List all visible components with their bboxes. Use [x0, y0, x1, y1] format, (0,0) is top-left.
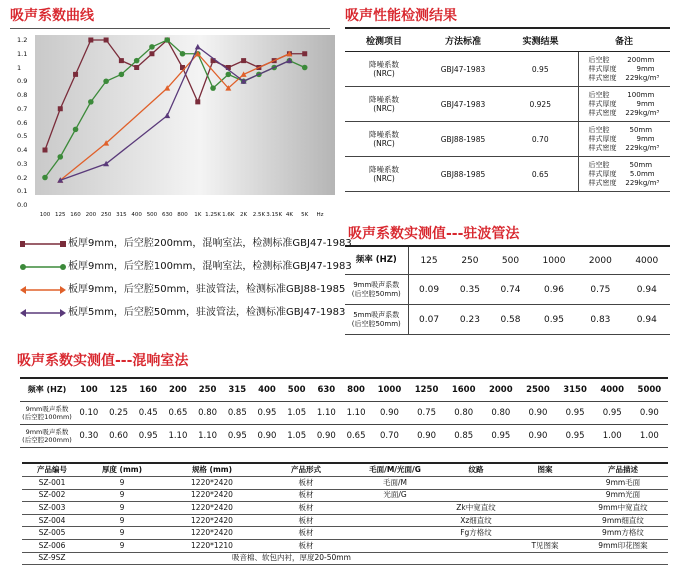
product-cell: 板材	[262, 527, 350, 540]
product-cell: 板材	[262, 539, 350, 552]
product-cell: 1220*1210	[162, 539, 262, 552]
y-tick-label: 0.4	[17, 146, 28, 154]
value-cell: 1.10	[193, 425, 223, 448]
freq-cell: 4000	[624, 246, 670, 275]
value-cell: 0.95	[557, 425, 594, 448]
value-cell: 0.95	[482, 425, 519, 448]
product-cell: 9	[82, 477, 162, 490]
freq-cell: 4000	[594, 378, 631, 402]
legend-label-4: 板厚5mm，后空腔50mm，驻波管法，检测标准GBJ47-1983	[68, 307, 346, 318]
product-cell	[440, 477, 512, 490]
value-cell: 0.90	[371, 402, 408, 425]
value-cell: 0.58	[490, 305, 531, 335]
product-row	[22, 527, 668, 540]
product-cell: 9mm中宽直纹	[578, 502, 668, 515]
freq-cell: 2000	[482, 378, 519, 402]
product-cell: 毛面/M	[350, 477, 440, 490]
legend-item-3	[20, 284, 346, 297]
x-tick-label: 1.25K	[205, 212, 221, 218]
freq-cell: 200	[163, 378, 193, 402]
product-header-cell: 厚度 (mm)	[82, 463, 162, 477]
value-cell: 0.45	[133, 402, 163, 425]
product-cell	[512, 489, 578, 502]
product-header-cell: 产品编号	[22, 463, 82, 477]
results-header-row	[345, 28, 670, 52]
product-row	[22, 514, 668, 527]
product-cell: 1220*2420	[162, 502, 262, 515]
value-cell: 0.90	[519, 425, 556, 448]
legend-item-1	[20, 238, 352, 251]
value-cell: 0.94	[624, 275, 670, 305]
freq-cell: 2500	[519, 378, 556, 402]
product-header-cell: 纹路	[440, 463, 512, 477]
results-standard: GBJ88-1985	[423, 157, 503, 192]
product-cell	[512, 527, 578, 540]
legend-swatch-1	[20, 240, 66, 248]
product-cell	[350, 527, 440, 540]
value-cell: 0.09	[408, 275, 450, 305]
results-standard: GBJ47-1983	[423, 87, 503, 122]
product-header-cell: 毛面/M/光面/G	[350, 463, 440, 477]
results-value: 0.925	[503, 87, 578, 122]
value-cell: 0.90	[252, 425, 282, 448]
product-cell	[512, 514, 578, 527]
x-tick-label: 2K	[240, 212, 248, 218]
product-row	[22, 539, 668, 552]
results-header-cell: 方法标准	[423, 28, 503, 52]
reverb-row	[20, 425, 668, 448]
x-tick-label: Hz	[316, 212, 324, 218]
product-code: SZ-9SZ	[22, 552, 82, 565]
value-cell: 0.95	[594, 402, 631, 425]
standing-wave-row	[345, 305, 670, 335]
product-cell: 1220*2420	[162, 477, 262, 490]
value-cell: 1.00	[631, 425, 668, 448]
product-cell: 1220*2420	[162, 514, 262, 527]
value-cell: 0.95	[531, 305, 577, 335]
y-tick-label: 0.5	[17, 132, 28, 141]
value-cell: 0.95	[222, 425, 252, 448]
value-cell: 0.23	[450, 305, 491, 335]
value-cell: 0.85	[222, 402, 252, 425]
curve-title: 吸声系数曲线	[10, 8, 94, 24]
value-cell: 1.05	[282, 402, 312, 425]
product-table	[22, 462, 668, 565]
results-standard: GBJ88-1985	[423, 122, 503, 157]
product-row	[22, 552, 668, 565]
value-cell: 0.80	[482, 402, 519, 425]
product-cell: 9	[82, 527, 162, 540]
results-value: 0.65	[503, 157, 578, 192]
product-cell: 9	[82, 514, 162, 527]
product-cell	[512, 502, 578, 515]
y-tick-label: 0.6	[17, 118, 28, 127]
standing-wave-title: 吸声系数实测值---驻波管法	[348, 226, 520, 242]
legend-item-4	[20, 307, 346, 320]
results-header-cell: 检测项目	[345, 28, 423, 52]
freq-cell: 500	[282, 378, 312, 402]
value-cell: 0.90	[519, 402, 556, 425]
value-cell: 0.85	[445, 425, 482, 448]
value-cell: 0.74	[490, 275, 531, 305]
results-row	[345, 122, 670, 157]
value-cell: 0.60	[104, 425, 134, 448]
product-cell: 光面/G	[350, 489, 440, 502]
freq-cell: 125	[408, 246, 450, 275]
value-cell: 1.10	[341, 402, 371, 425]
results-note: 后空腔 200mm 样式厚度 9mm 样式密度 229kg/m³	[578, 52, 670, 87]
y-tick-label: 0.2	[17, 173, 28, 182]
results-value: 0.70	[503, 122, 578, 157]
product-cell: Zk中宽直纹	[440, 502, 512, 515]
legend-swatch-2	[20, 263, 66, 271]
value-cell: 0.75	[577, 275, 623, 305]
x-tick-label: 125	[55, 212, 66, 218]
product-cell: SZ-006	[22, 539, 82, 552]
standing-wave-table	[345, 245, 670, 335]
value-cell: 0.95	[557, 402, 594, 425]
results-table	[345, 27, 670, 192]
results-value: 0.95	[503, 52, 578, 87]
freq-cell: 250	[450, 246, 491, 275]
results-row	[345, 52, 670, 87]
results-item: 降噪系数 (NRC)	[345, 122, 423, 157]
results-row	[345, 87, 670, 122]
y-tick-label: 0.3	[17, 159, 28, 168]
product-cell: T见图案	[512, 539, 578, 552]
product-cell	[350, 514, 440, 527]
product-cell	[350, 502, 440, 515]
product-cell: Xz细直纹	[440, 514, 512, 527]
legend-item-2	[20, 261, 352, 274]
value-cell: 1.10	[163, 425, 193, 448]
product-cell: 9mm毛面	[578, 477, 668, 490]
value-cell: 0.90	[631, 402, 668, 425]
freq-cell: 630	[312, 378, 342, 402]
product-header-cell: 图案	[512, 463, 578, 477]
product-cell	[440, 539, 512, 552]
y-tick-label: 0.1	[17, 187, 28, 196]
product-cell: 9mm光面	[578, 489, 668, 502]
freq-cell: 500	[490, 246, 531, 275]
value-cell: 0.35	[450, 275, 491, 305]
product-cell: 9	[82, 489, 162, 502]
product-description: 吸音棉、软包内衬，厚度20-50mm	[82, 552, 668, 565]
product-cell: 板材	[262, 502, 350, 515]
value-cell: 0.75	[408, 402, 445, 425]
results-standard: GBJ47-1983	[423, 52, 503, 87]
product-row	[22, 502, 668, 515]
x-tick-label: 500	[146, 212, 158, 218]
value-cell: 0.65	[163, 402, 193, 425]
results-header-cell: 备注	[578, 28, 670, 52]
freq-cell: 400	[252, 378, 282, 402]
freq-cell: 3150	[557, 378, 594, 402]
value-cell: 0.07	[408, 305, 450, 335]
row-label: 5mm吸声系数 (后空腔50mm)	[345, 305, 408, 335]
x-tick-label: 100	[39, 212, 51, 218]
value-cell: 1.05	[282, 425, 312, 448]
y-tick-label: 0.9	[17, 77, 28, 86]
value-cell: 0.30	[74, 425, 104, 448]
row-label: 9mm吸声系数 (后空腔200mm)	[20, 425, 74, 448]
reverb-row	[20, 402, 668, 425]
product-cell: SZ-002	[22, 489, 82, 502]
x-tick-label: 4K	[285, 212, 293, 218]
freq-cell: 800	[341, 378, 371, 402]
product-cell: 9mm印花图案	[578, 539, 668, 552]
results-header-cell: 实测结果	[503, 28, 578, 52]
value-cell: 0.94	[624, 305, 670, 335]
reverb-header-label: 频率 (HZ)	[20, 378, 74, 402]
product-cell: SZ-004	[22, 514, 82, 527]
freq-cell: 315	[222, 378, 252, 402]
x-tick-label: 2.5K	[252, 212, 266, 218]
product-cell: 板材	[262, 477, 350, 490]
product-cell: SZ-005	[22, 527, 82, 540]
product-cell: 9mm细直纹	[578, 514, 668, 527]
results-item: 降噪系数 (NRC)	[345, 157, 423, 192]
results-note: 后空腔 50mm 样式厚度 5.0mm 样式密度 229kg/m³	[578, 157, 670, 192]
x-tick-label: 1.6K	[222, 212, 235, 218]
legend-label-2: 板厚9mm，后空腔100mm，混响室法，检测标准GBJ47-1983	[68, 261, 352, 272]
x-tick-label: 200	[85, 212, 97, 218]
y-tick-label: 1	[17, 63, 22, 72]
product-cell: 9	[82, 539, 162, 552]
product-row	[22, 489, 668, 502]
product-cell	[350, 539, 440, 552]
value-cell: 0.90	[408, 425, 445, 448]
value-cell: 0.80	[193, 402, 223, 425]
x-tick-label: 3.15K	[266, 212, 283, 218]
x-tick-label: 315	[116, 212, 127, 218]
x-tick-label: 5K	[301, 212, 309, 218]
product-cell: 1220*2420	[162, 489, 262, 502]
x-tick-label: 250	[100, 212, 112, 218]
product-header-row	[22, 463, 668, 477]
product-cell: SZ-001	[22, 477, 82, 490]
value-cell: 0.83	[577, 305, 623, 335]
x-tick-label: 160	[70, 212, 81, 218]
value-cell: 0.65	[341, 425, 371, 448]
freq-cell: 1250	[408, 378, 445, 402]
freq-cell: 1600	[445, 378, 482, 402]
reverb-title: 吸声系数实测值---混响室法	[17, 353, 189, 369]
legend-swatch-3	[20, 286, 66, 294]
chart-plot-area	[35, 35, 335, 195]
product-cell: 板材	[262, 514, 350, 527]
x-tick-label: 630	[161, 212, 173, 218]
x-tick-label: 400	[131, 212, 142, 218]
standing-wave-header-row	[345, 246, 670, 275]
product-header-cell: 产品形式	[262, 463, 350, 477]
freq-cell: 2000	[577, 246, 623, 275]
product-cell	[440, 489, 512, 502]
y-tick-label: 0.8	[17, 91, 28, 99]
y-tick-label: 1.2	[17, 36, 28, 44]
freq-cell: 100	[74, 378, 104, 402]
reverb-table	[20, 377, 668, 448]
freq-cell: 1000	[531, 246, 577, 275]
value-cell: 0.95	[252, 402, 282, 425]
legend-label-1: 板厚9mm，后空腔200mm，混响室法，检测标准GBJ47-1983	[68, 238, 352, 249]
row-label: 9mm吸声系数 (后空腔50mm)	[345, 275, 408, 305]
product-cell: 9mm方格纹	[578, 527, 668, 540]
value-cell: 0.80	[445, 402, 482, 425]
freq-cell: 1000	[371, 378, 408, 402]
product-header-cell: 产品描述	[578, 463, 668, 477]
results-title: 吸声性能检测结果	[345, 8, 457, 24]
product-cell: SZ-003	[22, 502, 82, 515]
standing-wave-row	[345, 275, 670, 305]
results-note: 后空腔 100mm 样式厚度 9mm 样式密度 229kg/m³	[578, 87, 670, 122]
product-header-cell: 规格 (mm)	[162, 463, 262, 477]
x-tick-label: 1K	[194, 212, 202, 218]
results-row	[345, 157, 670, 192]
results-item: 降噪系数 (NRC)	[345, 87, 423, 122]
product-cell: Fg方格纹	[440, 527, 512, 540]
y-tick-label: 0.7	[17, 104, 28, 113]
value-cell: 1.00	[594, 425, 631, 448]
value-cell: 0.90	[312, 425, 342, 448]
value-cell: 0.25	[104, 402, 134, 425]
value-cell: 0.95	[133, 425, 163, 448]
row-label: 9mm吸声系数 (后空腔100mm)	[20, 402, 74, 425]
product-cell: 9	[82, 502, 162, 515]
value-cell: 0.10	[74, 402, 104, 425]
product-cell: 1220*2420	[162, 527, 262, 540]
y-tick-label: 0.0	[17, 201, 28, 209]
results-item: 降噪系数 (NRC)	[345, 52, 423, 87]
product-cell: 板材	[262, 489, 350, 502]
reverb-header-row	[20, 378, 668, 402]
results-note: 后空腔 50mm 样式厚度 9mm 样式密度 229kg/m³	[578, 122, 670, 157]
value-cell: 1.10	[312, 402, 342, 425]
standing-wave-header-label: 频率 (HZ)	[345, 246, 408, 275]
legend-label-3: 板厚9mm，后空腔50mm，驻波管法，检测标准GBJ88-1985	[68, 284, 346, 295]
x-tick-label: 800	[177, 212, 188, 218]
freq-cell: 125	[104, 378, 134, 402]
value-cell: 0.96	[531, 275, 577, 305]
curve-title-rule	[10, 28, 330, 29]
value-cell: 0.70	[371, 425, 408, 448]
freq-cell: 250	[193, 378, 223, 402]
product-cell	[512, 477, 578, 490]
y-tick-label: 1.1	[17, 49, 28, 58]
freq-cell: 5000	[631, 378, 668, 402]
legend-swatch-4	[20, 309, 66, 317]
freq-cell: 160	[133, 378, 163, 402]
product-row	[22, 477, 668, 490]
